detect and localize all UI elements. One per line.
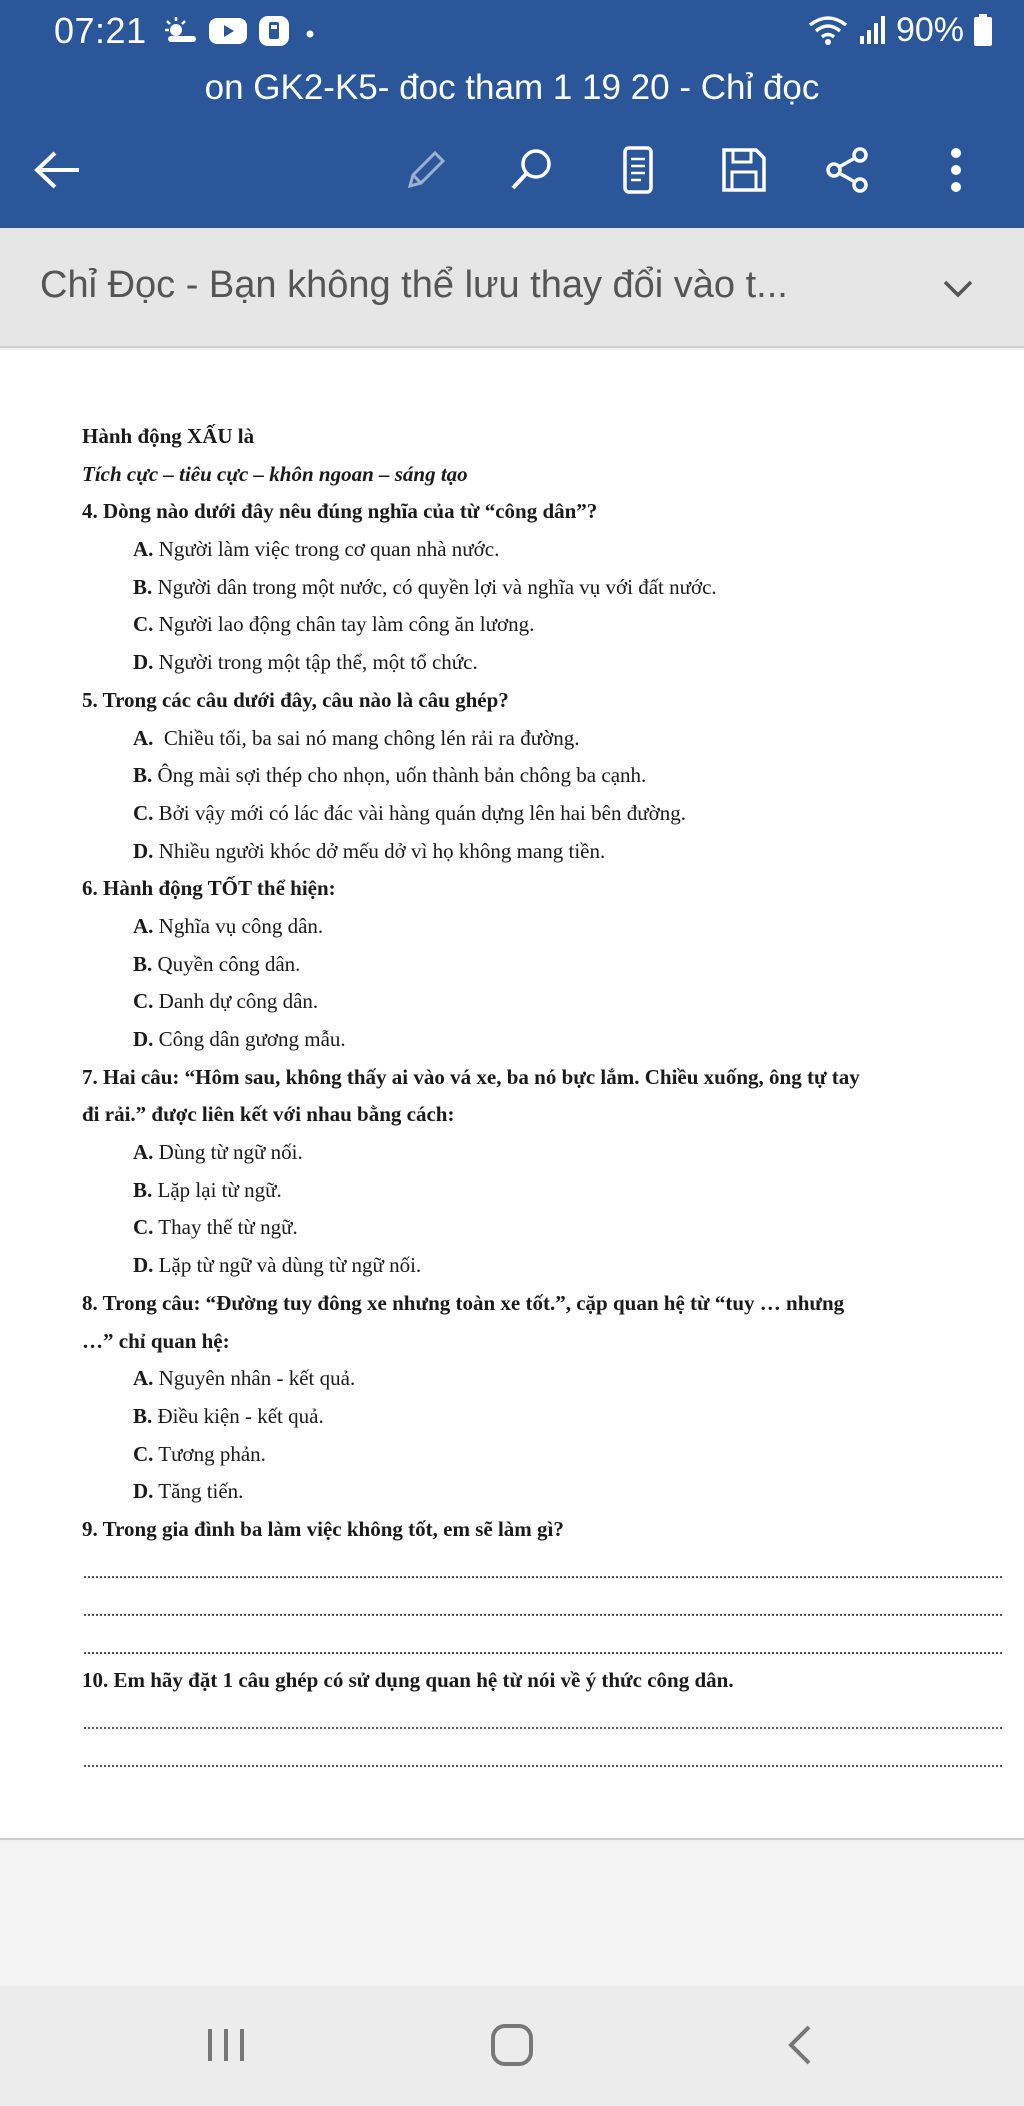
edit-button[interactable]: [394, 138, 458, 202]
option-text: Thay thế từ ngữ.: [153, 1215, 298, 1240]
answer-blank-line: [82, 1624, 1002, 1662]
wifi-icon: [806, 13, 850, 47]
read-only-notice-text: Chỉ Đọc - Bạn không thể lưu thay đổi vào t...: [40, 264, 788, 306]
answer-option: [82, 606, 1002, 644]
pencil-icon: [402, 146, 450, 194]
search-button[interactable]: [500, 138, 564, 202]
option-letter: D.: [133, 838, 154, 863]
more-vertical-icon: [948, 146, 964, 194]
answer-option: [82, 1473, 1002, 1511]
youtube-icon: [208, 17, 248, 45]
option-letter: A.: [133, 725, 154, 750]
option-text: Lặp lại từ ngữ.: [152, 1177, 282, 1202]
option-text: Nghĩa vụ công dân.: [153, 913, 324, 938]
option-letter: B.: [133, 1403, 153, 1428]
option-text: Tương phản.: [153, 1441, 266, 1466]
reading-view-button[interactable]: [606, 138, 670, 202]
answer-option: [82, 908, 1002, 946]
question-line: 4. Dòng nào dưới đây nêu đúng nghĩa của từ “công dân”?: [82, 499, 598, 524]
option-text: Nhiều người khóc dở mếu dở vì họ không mang tiền.: [153, 838, 606, 863]
answer-option: [82, 720, 1002, 758]
question-line: …” chỉ quan hệ:: [82, 1328, 230, 1353]
app-badge-icon: [258, 15, 290, 47]
home-button[interactable]: [472, 2010, 552, 2080]
option-text: Người dân trong một nước, có quyền lợi và nghĩa vụ với đất nước.: [152, 574, 717, 599]
option-text: Người làm việc trong cơ quan nhà nước.: [153, 537, 500, 562]
option-letter: B.: [133, 763, 153, 788]
app-bar: [0, 0, 1024, 228]
toolbar: [0, 138, 1024, 202]
option-letter: A.: [133, 913, 154, 938]
option-letter: B.: [133, 951, 153, 976]
status-bar: [0, 0, 1024, 62]
option-text: Người trong một tập thể, một tổ chức.: [153, 650, 478, 675]
option-letter: D.: [133, 1479, 154, 1504]
option-letter: C.: [133, 800, 154, 825]
arrow-left-icon: [33, 150, 83, 190]
document-canvas-background: [0, 1842, 1024, 1986]
system-nav-bar: [0, 1986, 1024, 2106]
share-button[interactable]: [816, 138, 880, 202]
battery-percent: 90%: [895, 10, 964, 49]
question-line: 6. Hành động TỐT thể hiện:: [82, 876, 336, 901]
question-line: 10. Em hãy đặt 1 câu ghép có sử dụng quan hệ từ nói về ý thức công dân.: [82, 1667, 734, 1692]
option-text: Bởi vậy mới có lác đác vài hàng quán dựng lên hai bên đường.: [153, 800, 686, 825]
option-text: Quyền công dân.: [152, 951, 301, 976]
mobile-view-icon: [618, 145, 658, 195]
answer-option: [82, 644, 1002, 682]
option-text: Nguyên nhân - kết quả.: [153, 1366, 356, 1391]
answer-option: [82, 1021, 1002, 1059]
status-right: [806, 10, 994, 50]
answer-option: [82, 833, 1002, 871]
option-text: Điều kiện - kết quả.: [152, 1403, 324, 1428]
option-text: Ông mài sợi thép cho nhọn, uốn thành bản chông ba cạnh.: [152, 763, 647, 788]
save-button[interactable]: [712, 138, 776, 202]
option-letter: A.: [133, 1140, 154, 1165]
answer-option: [82, 757, 1002, 795]
option-letter: D.: [133, 1027, 154, 1051]
share-icon: [824, 146, 872, 194]
signal-icon: [858, 14, 888, 46]
answer-option: [82, 569, 1002, 607]
read-only-notice[interactable]: [0, 228, 1024, 348]
document-title: on GK2-K5- đoc tham 1 19 20 - Chỉ đọc: [204, 68, 820, 107]
option-text: Người lao động chân tay làm công ăn lương.: [153, 612, 535, 637]
answer-option: [82, 1360, 1002, 1398]
option-letter: D.: [133, 650, 154, 675]
answer-option: [82, 795, 1002, 833]
option-letter: C.: [133, 612, 154, 637]
question-line: 5. Trong các câu dưới đây, câu nào là câu ghép?: [82, 687, 509, 712]
question-line: 9. Trong gia đình ba làm việc không tốt, em sẽ làm gì?: [82, 1516, 564, 1541]
answer-option: [82, 1209, 1002, 1247]
answer-option: [82, 1134, 1002, 1172]
question-line: 7. Hai câu: “Hôm sau, không thấy ai vào vá xe, ba nó bực lắm. Chiều xuống, ông tự tay: [82, 1064, 860, 1089]
system-back-button[interactable]: [760, 2010, 840, 2080]
save-icon: [720, 146, 768, 194]
option-text: Tăng tiến.: [153, 1479, 244, 1504]
question-line: 8. Trong câu: “Đường tuy đông xe nhưng toàn xe tốt.”, cặp quan hệ từ “tuy … nhưng: [82, 1290, 845, 1315]
status-time: 07:21: [54, 10, 147, 51]
option-letter: B.: [133, 1177, 153, 1202]
answer-option: [82, 1436, 1002, 1474]
question-line: Tích cực – tiêu cực – khôn ngoan – sáng tạo: [82, 461, 468, 486]
dot-icon: [300, 21, 320, 41]
option-text: Chiều tối, ba sai nó mang chông lén rải ra đường.: [153, 725, 580, 750]
answer-option: [82, 1398, 1002, 1436]
answer-blank-line: [82, 1586, 1002, 1624]
answer-blank-line: [82, 1699, 1002, 1737]
option-letter: D.: [133, 1253, 154, 1278]
option-letter: A.: [133, 1366, 154, 1391]
answer-option: [82, 946, 1002, 984]
back-button[interactable]: [26, 138, 90, 202]
option-letter: C.: [133, 1441, 154, 1466]
option-letter: A.: [133, 537, 154, 562]
more-options-button[interactable]: [924, 138, 988, 202]
chevron-down-icon: [942, 279, 974, 299]
answer-blank-line: [82, 1549, 1002, 1587]
option-letter: B.: [133, 574, 153, 599]
recent-apps-icon: [204, 2025, 248, 2065]
home-icon: [489, 2022, 535, 2068]
notification-icons: [162, 14, 320, 48]
document-page[interactable]: [0, 350, 1024, 1840]
weather-icon: [162, 16, 198, 46]
battery-icon: [972, 13, 994, 47]
answer-option: [82, 983, 1002, 1021]
recent-apps-button[interactable]: [186, 2010, 266, 2080]
answer-option: [82, 1247, 1002, 1285]
option-text: Dùng từ ngữ nối.: [153, 1140, 303, 1165]
option-letter: C.: [133, 989, 154, 1014]
answer-option: [82, 531, 1002, 569]
option-text: Danh dự công dân.: [153, 989, 319, 1014]
option-text: Lặp từ ngữ và dùng từ ngữ nối.: [153, 1253, 422, 1278]
answer-blank-line: [82, 1737, 1002, 1775]
question-line: đi rải.” được liên kết với nhau bằng cách:: [82, 1102, 455, 1127]
expand-notice-button[interactable]: [928, 262, 988, 316]
answer-option: [82, 1172, 1002, 1210]
chevron-left-icon: [785, 2023, 815, 2067]
option-text: Công dân gương mẫu.: [153, 1027, 346, 1051]
question-line: Hành động XẤU là: [82, 424, 255, 448]
option-letter: C.: [133, 1215, 154, 1240]
search-icon: [508, 146, 556, 194]
document-content: [82, 418, 1002, 1775]
